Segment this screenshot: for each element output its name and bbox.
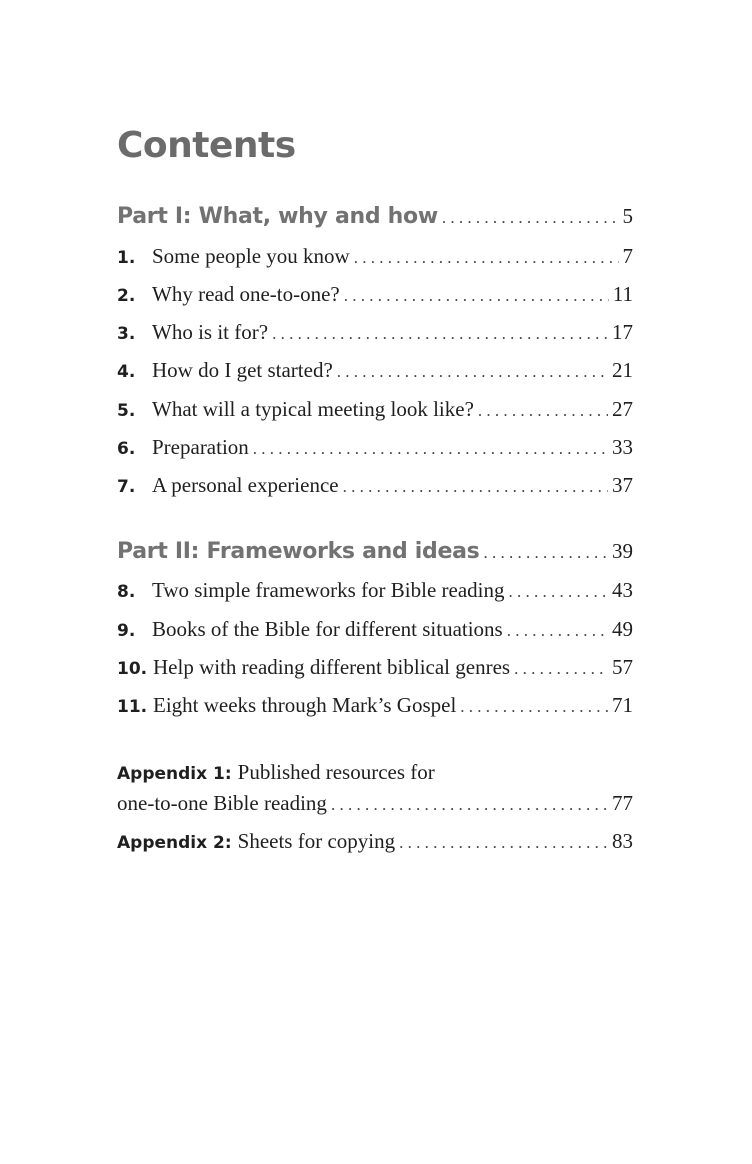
dot-leader: [399, 829, 608, 857]
chapter-title: Preparation: [152, 435, 249, 459]
chapter-number: 4.: [117, 362, 136, 382]
page-number: 71: [612, 693, 633, 717]
part-heading[interactable]: [117, 202, 633, 232]
page-number: 7: [622, 244, 633, 268]
chapter-title: Help with reading different biblical genres: [153, 655, 511, 679]
chapter-title: Two simple frameworks for Bible reading: [152, 578, 505, 602]
toc-entry[interactable]: [117, 615, 633, 645]
toc-entry[interactable]: [117, 395, 633, 425]
toc-entry[interactable]: [117, 242, 633, 272]
chapter-title: Some people you know: [152, 244, 350, 268]
dot-leader: [337, 358, 608, 386]
toc-entry[interactable]: [117, 471, 633, 501]
dot-leader: [442, 204, 619, 232]
chapter-number: 3.: [117, 324, 136, 344]
chapter-number: 11.: [117, 697, 148, 717]
chapter-number: 8.: [117, 582, 136, 602]
dot-leader: [478, 397, 608, 425]
appendix-entry-first-line[interactable]: [117, 758, 435, 788]
appendix-title-continued: one-to-one Bible reading: [117, 791, 327, 815]
dot-leader: [253, 435, 608, 463]
toc-entry[interactable]: [117, 318, 633, 348]
chapter-title: How do I get started?: [152, 358, 333, 382]
page-number: 37: [612, 473, 633, 497]
part-heading[interactable]: [117, 537, 633, 567]
appendix-entry[interactable]: [117, 789, 633, 819]
part-title: Part I: What, why and how: [117, 204, 438, 229]
appendix-title: Published resources for: [237, 760, 435, 784]
chapter-title: A personal experience: [152, 473, 339, 497]
page-number: 57: [612, 655, 633, 679]
chapter-number: 7.: [117, 477, 136, 497]
appendix-label: Appendix 2:: [117, 833, 232, 853]
dot-leader: [331, 791, 608, 819]
dot-leader: [507, 617, 608, 645]
dot-leader: [354, 244, 619, 272]
appendix-label: Appendix 1:: [117, 764, 232, 784]
page-number: 5: [622, 204, 633, 228]
toc-entry[interactable]: [117, 653, 633, 683]
page-title: Contents: [117, 125, 296, 166]
dot-leader: [509, 578, 608, 606]
dot-leader: [272, 320, 608, 348]
chapter-number: 10.: [117, 659, 148, 679]
toc-entry[interactable]: [117, 433, 633, 463]
chapter-number: 9.: [117, 621, 136, 641]
chapter-number: 1.: [117, 248, 136, 268]
dot-leader: [343, 473, 608, 501]
chapter-number: 6.: [117, 439, 136, 459]
part-title: Part II: Frameworks and ideas: [117, 539, 480, 564]
chapter-title: What will a typical meeting look like?: [152, 397, 474, 421]
dot-leader: [514, 655, 608, 683]
page-number: 43: [612, 578, 633, 602]
chapter-title: Eight weeks through Mark’s Gospel: [153, 693, 457, 717]
toc-entry[interactable]: [117, 691, 633, 721]
page-number: 39: [612, 539, 633, 563]
chapter-title: Why read one-to-one?: [152, 282, 340, 306]
chapter-number: 5.: [117, 401, 136, 421]
appendix-entry[interactable]: [117, 827, 633, 857]
page-number: 33: [612, 435, 633, 459]
page-number: 17: [612, 320, 633, 344]
page-number: 21: [612, 358, 633, 382]
toc-entry[interactable]: [117, 356, 633, 386]
page-number: 11: [612, 282, 633, 306]
dot-leader: [460, 693, 608, 721]
dot-leader: [483, 539, 608, 567]
chapter-number: 2.: [117, 286, 136, 306]
page-number: 27: [612, 397, 633, 421]
appendix-title: Sheets for copying: [237, 829, 396, 853]
page-number: 77: [612, 791, 633, 815]
chapter-title: Books of the Bible for different situations: [152, 617, 503, 641]
page-number: 49: [612, 617, 633, 641]
chapter-title: Who is it for?: [152, 320, 269, 344]
dot-leader: [344, 282, 609, 310]
page-number: 83: [612, 829, 633, 853]
toc-entry[interactable]: [117, 280, 633, 310]
toc-entry[interactable]: [117, 576, 633, 606]
